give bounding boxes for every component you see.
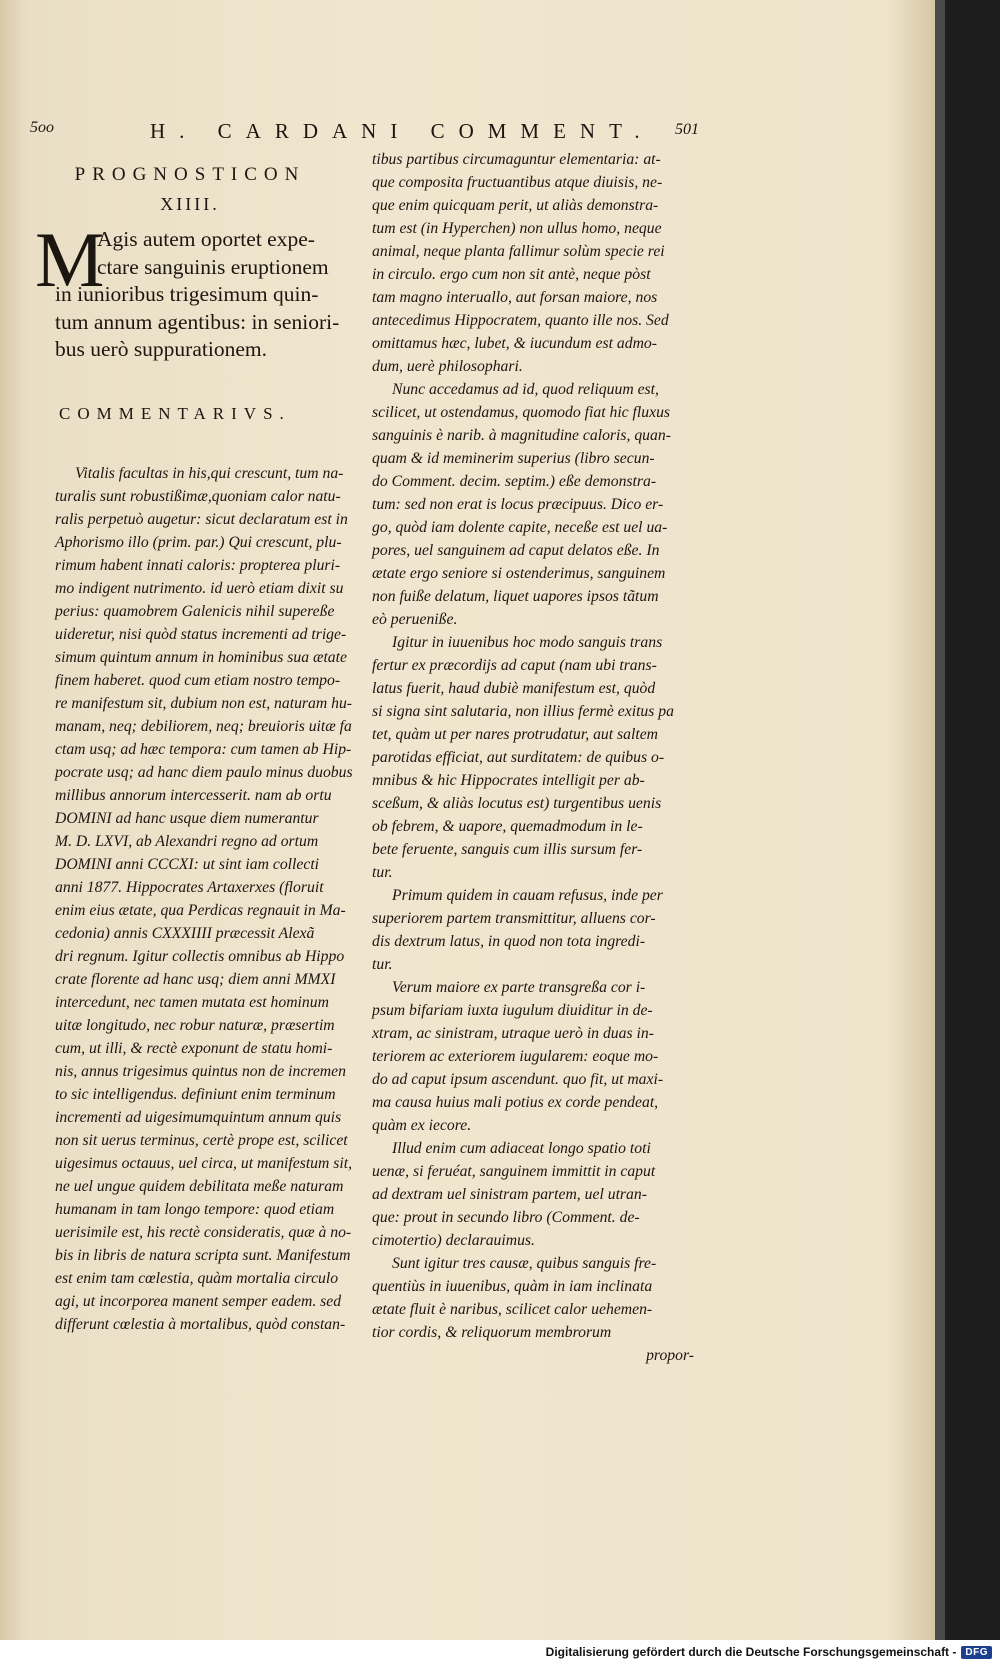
commentary-heading: COMMENTARIVS. [59,403,291,423]
text-line: antecedimus Hippocratem, quanto ille nos. Sed [372,312,669,329]
left-column [35,160,355,1336]
text-line: psum bifariam iuxta iugulum diuiditur in de- [372,1002,653,1019]
text-line: rimum habent innati caloris: propterea pluri- [55,556,341,574]
text-line: uigesimus octauus, uel circa, ut manifestum sit, [55,1154,353,1172]
text-line: que composita fructuantibus atque diuisis, ne- [372,174,663,191]
running-head-title: H. CARDANI COMMENT. [150,119,654,143]
text-line: tur. [372,956,393,973]
text-line: sanguinis è narib. à magnitudine caloris, quan- [372,427,671,444]
text-line: M. D. LXVI, ab Alexandri regno ad ortum [55,832,319,850]
text-line: do ad caput ipsum ascendunt. quo fit, ut maxi- [372,1071,664,1088]
text-line: simum quintum annum in hominibus sua ætate [55,648,347,666]
text-line: DOMINI anni CCCXI: ut sint iam collecti [55,855,320,873]
text-line: Verum maiore ex parte transgreßa cor i- [392,979,646,996]
aphorism-line: bus uerò suppurationem. [55,337,267,361]
paragraph [372,378,702,631]
aphorism-line: ctare sanguinis eruptionem [97,254,329,279]
text-line: scilicet, ut ostendamus, quomodo fiat hic fluxus [372,404,671,421]
text-line: animal, neque planta fallimur solùm specie rei [372,243,665,260]
text-line: tibus partibus circumaguntur elementaria: at- [372,151,661,168]
text-line: DOMINI ad hanc usque diem numerantur [55,809,319,827]
text-line: si signa sint salutaria, non illius fermè exitus pa [372,703,674,720]
text-line: enim eius ætate, qua Perdicas regnauit in Ma- [55,901,346,919]
text-line: humanam in tam longo tempore: quod etiam [55,1200,335,1218]
text-line: anni 1877. Hippocrates Artaxerxes (floruit [55,878,324,896]
text-line: que enim quicquam perit, ut aliàs demonstra- [372,197,659,214]
text-line: xtram, ac sinistram, utraque uerò in duas in- [372,1025,654,1042]
text-line: Primum quidem in cauam refusus, inde per [392,887,663,904]
text-line: latus fuerit, haud dubiè manifestum est, quòd [372,680,656,697]
text-line: uerisimile est, his rectè consideratis, quæ à no- [55,1223,352,1241]
text-line: sceßum, & aliàs locutus est) turgentibus uenis [372,795,662,812]
text-line: finem haberet. quod cum etiam nostro tempo- [55,671,341,689]
text-line: manam, neq; debiliorem, neq; breuioris uitæ fa [55,717,352,735]
text-line: cum, ut illi, & rectè exponunt de statu homi- [55,1039,333,1057]
paragraph [372,148,702,378]
text-line: ætate ergo seniore si ostenderimus, sanguinem [372,565,666,582]
right-page-number: 501 [675,121,699,138]
text-line: fertur ex præcordijs ad caput (nam ubi trans- [372,657,657,674]
text-line: ma causa huius mali potius ex corde pendeat, [372,1094,659,1111]
text-line: ad dextram uel sinistram partem, uel utran- [372,1186,647,1203]
text-line: tet, quàm ut per nares protrudatur, aut saltem [372,726,659,743]
text-line: uenæ, si feruéat, sanguinem immittit in caput [372,1163,656,1180]
text-line: turalis sunt robustißimæ,quoniam calor natu- [55,487,341,505]
paragraph [372,884,702,976]
text-line: incrementi ad uigesimumquintum annum quis [55,1108,342,1126]
text-line: in circulo. ergo cum non sit antè, neque pòst [372,266,651,283]
text-line: ne uel ungue quidem debilitata meße naturam [55,1177,344,1195]
text-line: omittamus hæc, lubet, & iucundum est admo- [372,335,657,352]
text-line: cimotertio) declarauimus. [372,1232,535,1249]
paragraph [372,631,702,884]
text-line: uitæ longitudo, nec robur naturæ, præsertim [55,1016,335,1034]
text-line: uideretur, nisi quòd status incrementi ad trige- [55,625,347,643]
text-line: crate florente ad hanc usq; diem anni MMXI [55,970,336,988]
text-line: re manifestum sit, dubium non est, naturam hu- [55,694,353,712]
commentary-text [55,462,355,1336]
text-line: Vitalis facultas in his,qui crescunt, tum na- [75,464,344,482]
aphorism-line: tum annum agentibus: in seniori- [55,309,340,334]
text-line: teriorem ac exteriorem iugularem: eoque mo- [372,1048,659,1065]
text-line: quam & id meminerim superius (libro secun- [372,450,655,467]
text-line: Illud enim cum adiaceat longo spatio toti [392,1140,651,1157]
text-line: cedonia) annis CXXXIIII præcessit Alexã [55,924,315,942]
footer-credit-bar [0,1640,1000,1664]
text-line: perius: quamobrem Galenicis nihil supereße [55,602,335,620]
text-line: Sunt igitur tres causæ, quibus sanguis fre- [392,1255,657,1272]
text-line: bete feruente, sanguis cum illis sursum fer- [372,841,643,858]
dfg-logo-icon: DFG [961,1646,992,1659]
text-line: dum, uerè philosophari. [372,358,523,375]
text-line: ob febrem, & uapore, quemadmodum in le- [372,818,643,835]
text-line: Igitur in iuuenibus hoc modo sanguis trans [392,634,663,651]
text-line: ctam usq; ad hæc tempora: cum tamen ab Hip- [55,740,352,758]
text-line: mnibus & hic Hippocrates intelligit per ab- [372,772,645,789]
text-line: tum: sed non erat is locus præcipuus. Dico er- [372,496,664,513]
text-line: non fuiße delatum, liquet uapores ipsos tãtum [372,588,659,605]
text-line: do Comment. decim. septim.) eße demonstra- [372,473,657,490]
text-line: go, quòd iam dolente capite, neceße est uel ua- [372,519,668,536]
text-line: mo indigent nutrimento. id uerò etiam dixit su [55,579,344,597]
scan-border [935,0,1000,1640]
text-line: tum est (in Hyperchen) non ullus homo, neque [372,220,662,237]
text-line: pores, uel sanguinem ad caput delatos eße. In [372,542,660,559]
section-number: XIIII. [160,194,220,214]
commentary-text-continued [372,148,702,1344]
text-line: ætate fluit è naribus, scilicet calor uehemen- [372,1301,653,1318]
catchword: propor- [646,1347,694,1364]
aphorism [35,216,355,364]
paragraph [372,1252,702,1344]
text-line: parotidas efficiat, aut surditatem: de quibus o- [372,749,665,766]
text-line: tior cordis, & reliquorum membrorum [372,1324,612,1341]
text-line: superiorem partem transmittitur, alluens cor- [372,910,656,927]
text-line: millibus annorum intercesserit. nam ab ortu [55,786,332,804]
running-head [30,119,910,149]
text-line: intercedunt, nec tamen mutata est hominum [55,993,329,1011]
text-line: pocrate usq; ad hanc diem paulo minus duobus [55,763,353,781]
text-line: tur. [372,864,393,881]
text-line: to sic intelligendus. definiunt enim terminum [55,1085,336,1103]
section-title: PROGNOSTICON [74,164,306,185]
aphorism-line: Agis autem oportet expe- [97,227,315,251]
text-line: quàm ex iecore. [372,1117,472,1134]
text-line: Aphorismo illo (prim. par.) Qui crescunt, plu- [55,533,342,551]
drop-cap: M [35,216,105,303]
right-column [372,148,702,1367]
left-page-number: 5oo [30,119,54,136]
text-line: quentiùs in iuuenibus, quàm in iam inclinata [372,1278,653,1295]
paragraph [372,976,702,1137]
aphorism-line: in iunioribus trigesimum quin- [55,282,319,306]
text-line: est enim tam cœlestia, quàm mortalia circulo [55,1269,339,1287]
text-line: non sit uerus terminus, certè prope est, scilicet [55,1131,348,1149]
text-line: eò perueniße. [372,611,458,628]
text-line: nis, annus trigesimus quintus non de incremen [55,1062,346,1080]
text-line: bis in libris de natura scripta sunt. Manifestum [55,1246,351,1264]
text-line: ralis perpetuò augetur: sicut declaratum est in [55,510,348,528]
text-line: agi, ut incorporea manent semper eadem. sed [55,1292,342,1310]
text-line: Nunc accedamus ad id, quod reliquum est, [392,381,659,398]
text-line: que: prout in secundo libro (Comment. de- [372,1209,640,1226]
text-line: differunt cœlestia à mortalibus, quòd constan- [55,1315,346,1333]
paragraph [372,1137,702,1252]
text-line: tam magno interuallo, aut forsan maiore, nos [372,289,658,306]
text-line: dri regnum. Igitur collectis omnibus ab Hippo [55,947,345,965]
text-line: dis dextrum latus, in quod non tota ingredi- [372,933,646,950]
footer-credit: Digitalisierung gefördert durch die Deutsche Forschungsgemeinschaft - [545,1645,957,1659]
